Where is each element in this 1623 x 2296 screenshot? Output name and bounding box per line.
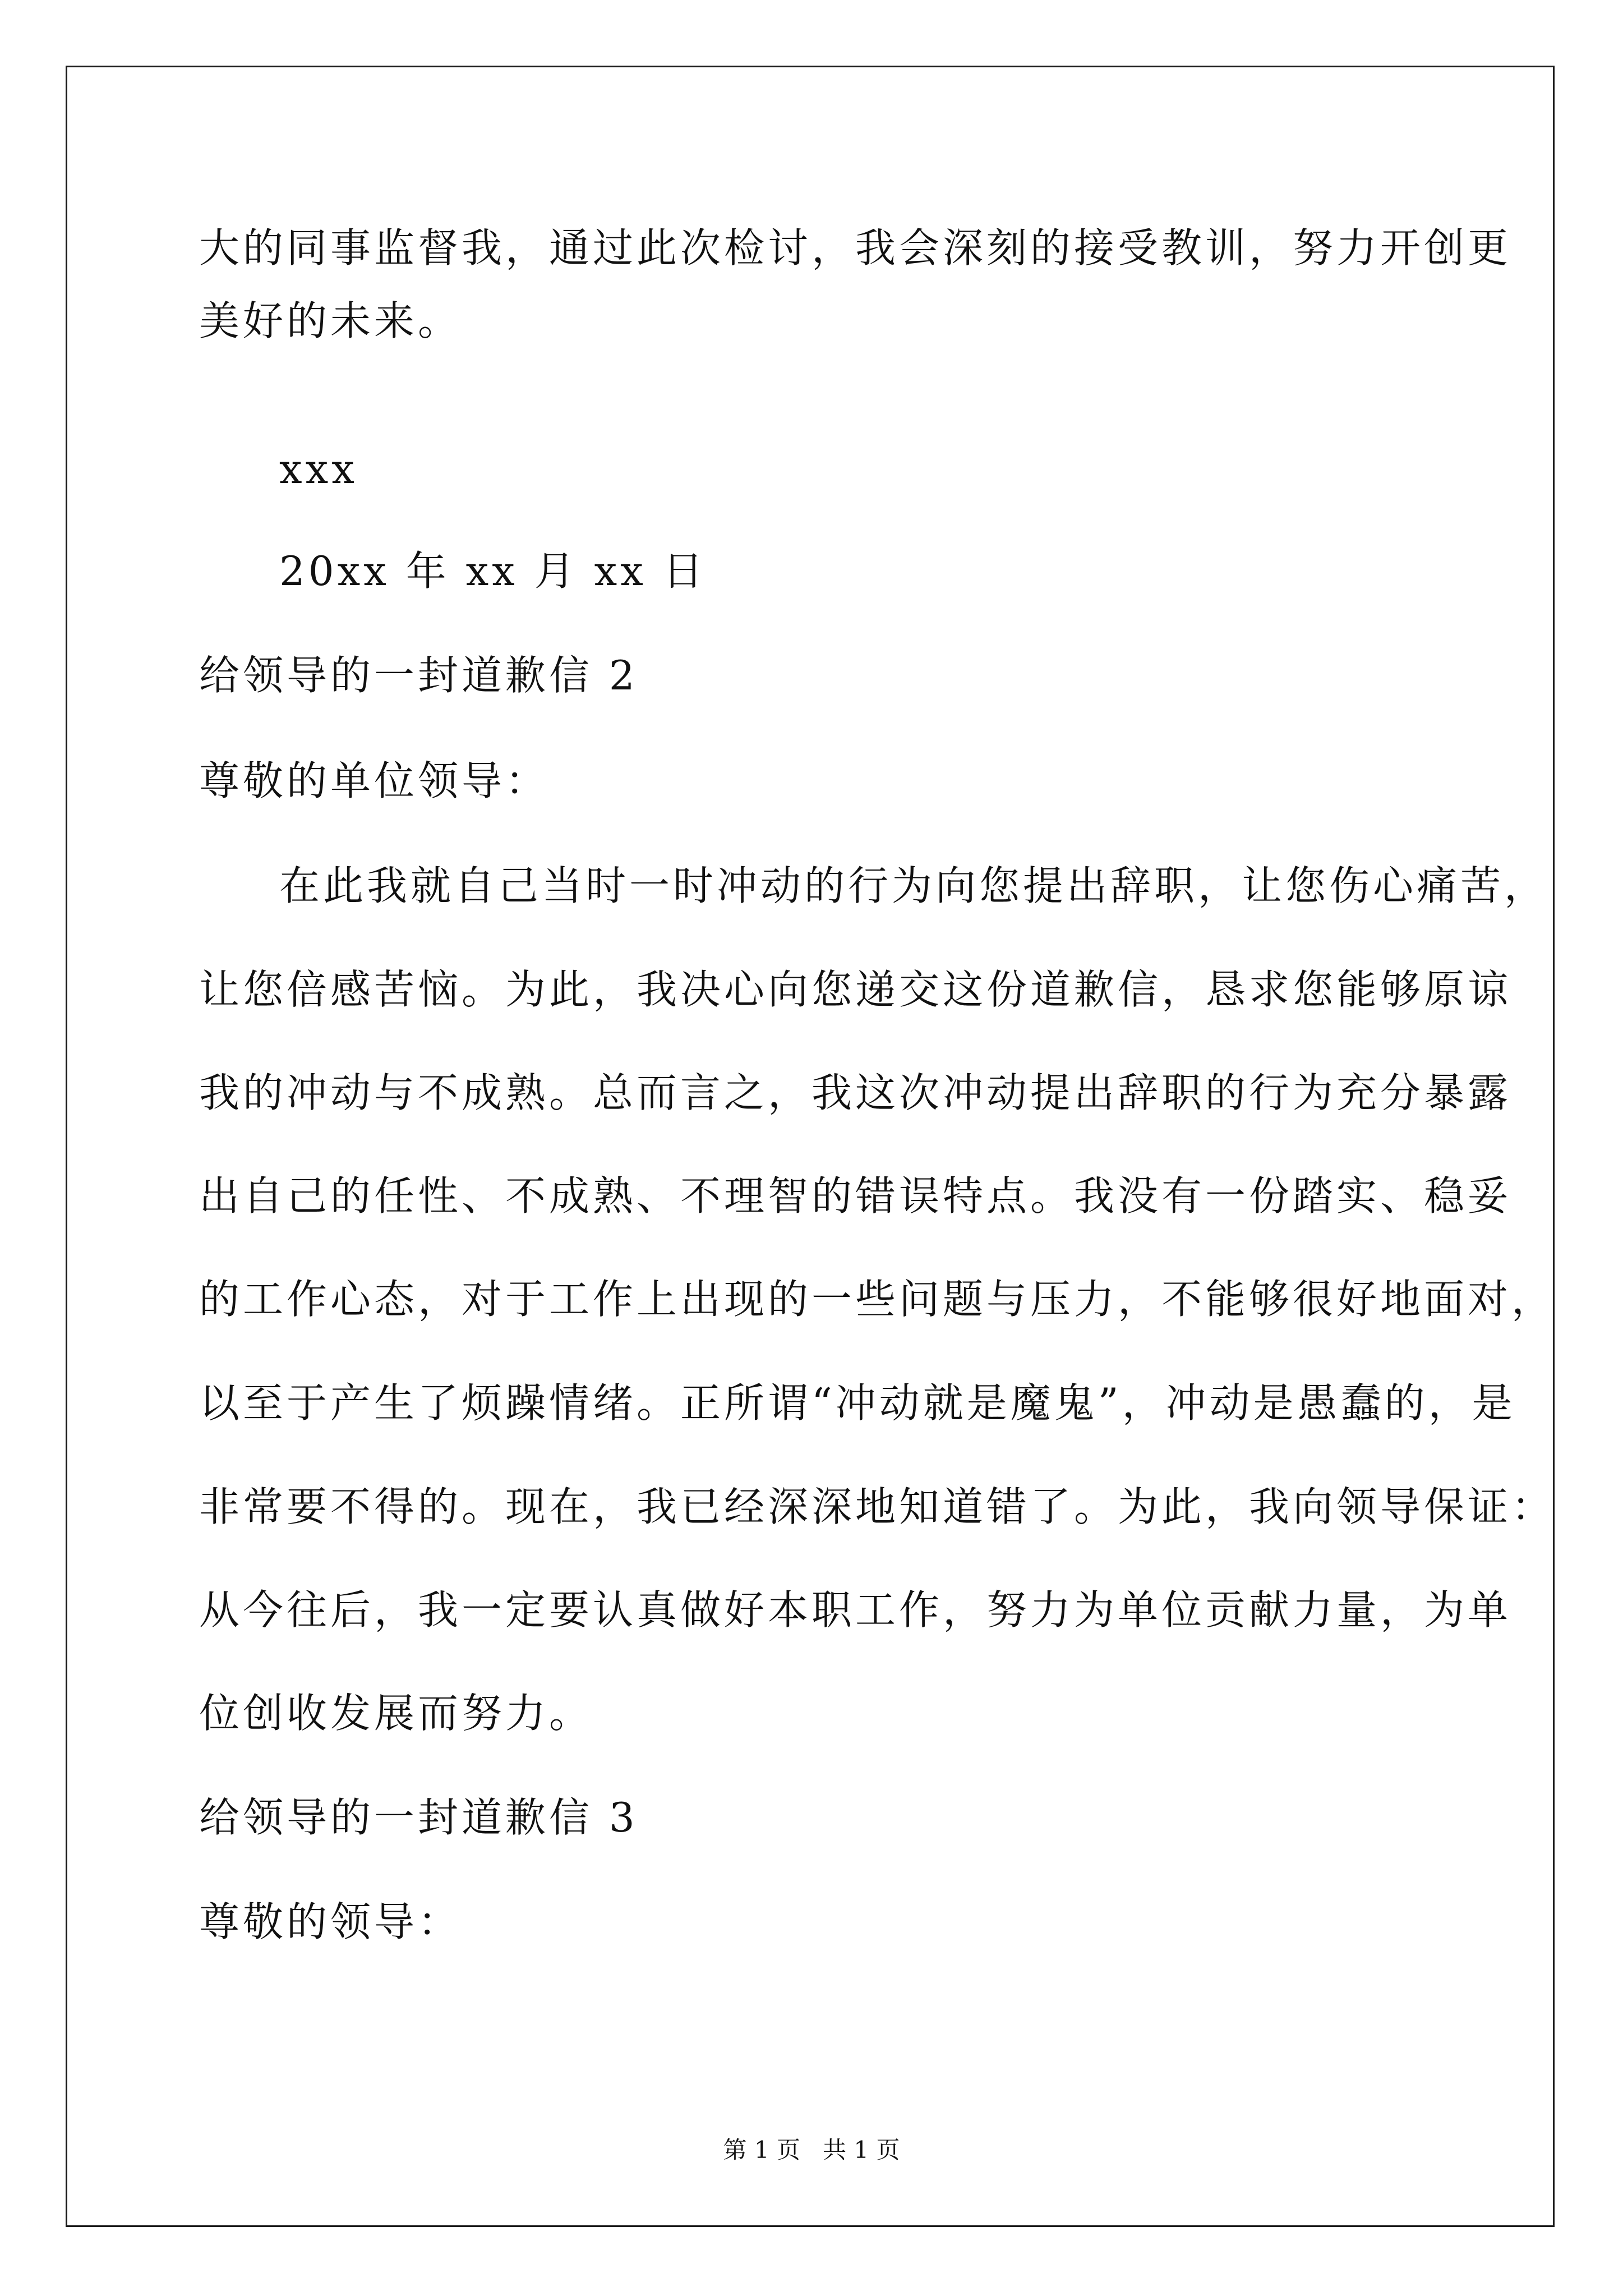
salutation: 尊敬的领导： [199, 1898, 462, 1945]
signature-date: 20xx 年 xx 月 xx 日 [279, 547, 707, 595]
paragraph-line: 在此我就自己当时一时冲动的行为向您提出辞职，让您伤心痛苦， [279, 862, 1548, 909]
section-heading: 给领导的一封道歉信 2 [199, 652, 638, 699]
paragraph-line: 位创收发展而努力。 [199, 1690, 593, 1737]
paragraph-line: 我的冲动与不成熟。总而言之，我这次冲动提出辞职的行为充分暴露 [199, 1069, 1512, 1116]
page-footer: 第 1 页 共 1 页 [723, 2136, 900, 2164]
paragraph-line: 让您倍感苦恼。为此，我决心向您递交这份道歉信，恳求您能够原谅 [199, 966, 1512, 1013]
section-heading: 给领导的一封道歉信 3 [199, 1794, 638, 1841]
paragraph-line: 以至于产生了烦躁情绪。正所谓“冲动就是魔鬼”，冲动是愚蠢的，是 [199, 1379, 1516, 1427]
paragraph-line: 从今往后，我一定要认真做好本职工作，努力为单位贡献力量，为单 [199, 1586, 1512, 1634]
paragraph-line: 的工作心态，对于工作上出现的一些问题与压力，不能够很好地面对， [199, 1276, 1556, 1323]
paragraph-line: 大的同事监督我，通过此次检讨，我会深刻的接受教训，努力开创更 [199, 224, 1512, 272]
paragraph-line: 美好的未来。 [199, 297, 462, 344]
signature-name: xxx [279, 445, 358, 493]
paragraph-line: 出自己的任性、不成熟、不理智的错误特点。我没有一份踏实、稳妥 [199, 1172, 1512, 1220]
paragraph-line: 非常要不得的。现在，我已经深深地知道错了。为此，我向领导保证： [199, 1483, 1556, 1530]
salutation: 尊敬的单位领导： [199, 757, 550, 804]
